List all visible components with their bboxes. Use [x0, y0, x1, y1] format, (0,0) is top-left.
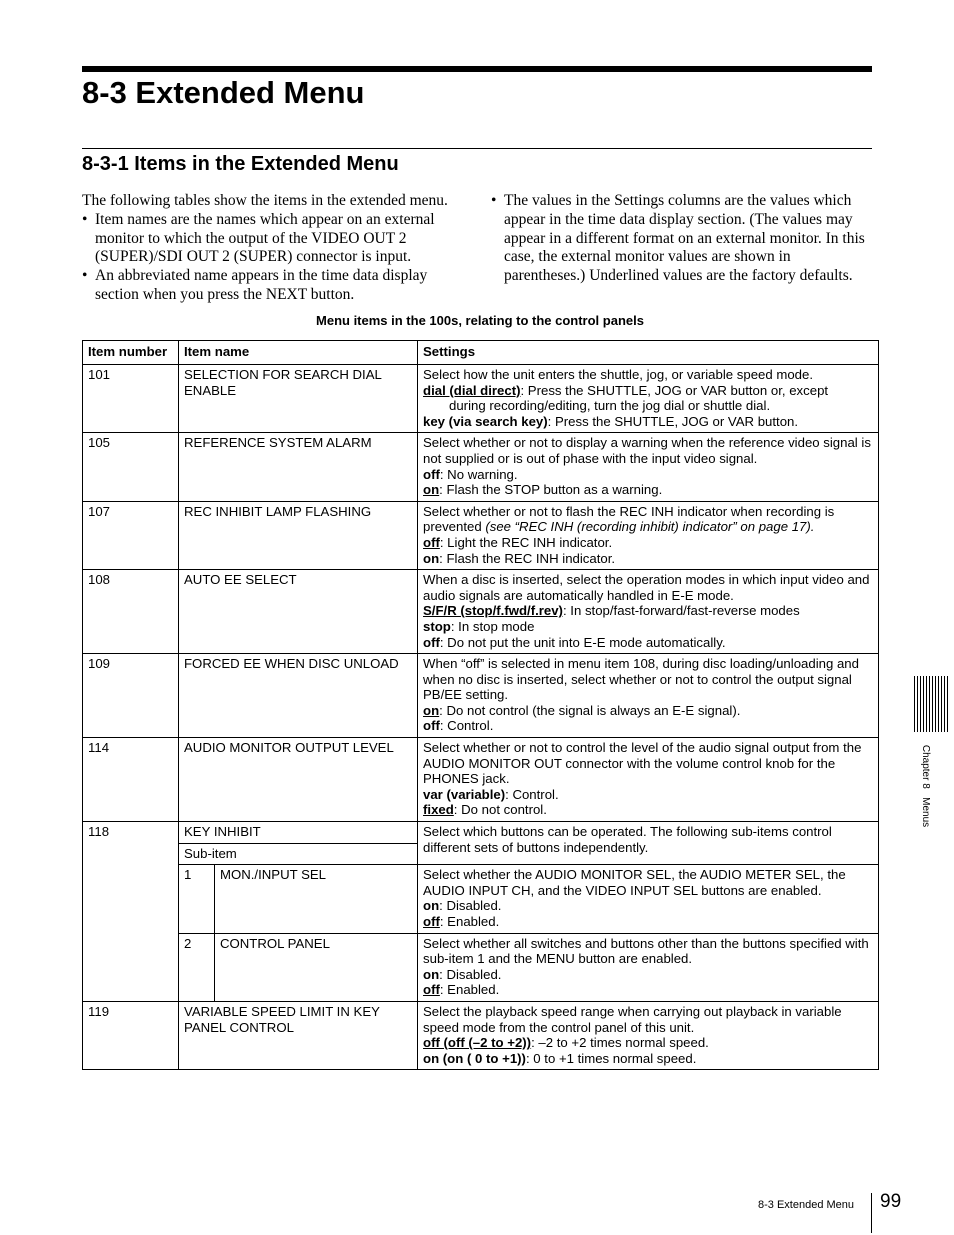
option-key: on — [423, 966, 440, 982]
header-item-name: Item name — [179, 341, 418, 365]
chapter-tab-marker — [914, 676, 950, 732]
item-number: 114 — [83, 738, 179, 822]
subitem-row — [83, 865, 879, 933]
setting-option — [423, 467, 873, 483]
option-key: off — [423, 914, 440, 929]
setting-option — [423, 482, 873, 498]
setting-option — [423, 414, 873, 430]
table-row — [83, 822, 879, 844]
page-number: 99 — [880, 1191, 902, 1212]
table-row — [83, 433, 879, 501]
item-name: VARIABLE SPEED LIMIT IN KEY PANEL CONTROL — [179, 1001, 418, 1069]
option-desc: : In stop mode — [450, 618, 535, 634]
intro-bullet-list — [491, 192, 874, 286]
option-key: off (off (–2 to +2)) — [423, 1035, 532, 1051]
option-key: on — [423, 898, 440, 914]
page-reference: (see “REC INH (recording inhibit) indicator” on page 17). — [485, 519, 815, 535]
item-settings — [418, 570, 879, 654]
item-number: 118 — [83, 822, 179, 1002]
option-key: off — [423, 982, 440, 998]
option-desc: : 0 to +1 times normal speed. — [525, 1050, 697, 1066]
chapter-label: Chapter 8 — [920, 744, 931, 789]
intro-right-column — [491, 192, 874, 286]
settings-desc: Select whether all switches and buttons other than the buttons specified with sub-item 1 and the MENU button are enabled. — [423, 935, 869, 967]
section-title: 8-3-1 Items in the Extended Menu — [82, 153, 399, 175]
option-key: off — [423, 534, 440, 550]
option-key: off — [423, 718, 440, 734]
item-number: 108 — [83, 570, 179, 654]
option-desc: : Do not control. — [453, 802, 547, 818]
settings-desc: When a disc is inserted, select the operation modes in which input video and audio signals are automatically handled in E-E mode. — [423, 572, 870, 603]
option-desc: : In stop/fast-forward/fast-reverse modes — [562, 603, 800, 619]
item-name: REC INHIBIT LAMP FLASHING — [179, 501, 418, 569]
subitem-number: 1 — [179, 865, 215, 933]
intro-lead: The following tables show the items in the extended menu. — [82, 192, 448, 209]
settings-desc: Select whether or not to display a warning when the reference video signal is not supplied or is out of phase with the input video signal. — [423, 435, 871, 466]
option-desc: : Press the SHUTTLE, JOG or VAR button or, except — [520, 382, 829, 398]
settings-desc — [423, 504, 873, 535]
setting-option — [423, 914, 873, 930]
item-settings — [418, 738, 879, 822]
item-settings — [418, 1001, 879, 1069]
bullet-glyph: • — [491, 192, 497, 209]
setting-option — [423, 1051, 873, 1067]
table-header-row — [83, 341, 879, 365]
option-desc: : Enabled. — [439, 914, 500, 929]
setting-option — [423, 718, 873, 734]
option-continuation: during recording/editing, turn the jog dial or shuttle dial. — [449, 398, 771, 414]
option-key: var (variable) — [423, 786, 506, 802]
option-desc: : Disabled. — [439, 898, 502, 914]
option-key: off — [423, 634, 440, 650]
setting-option — [423, 603, 873, 619]
setting-option — [423, 635, 873, 651]
option-desc: : No warning. — [439, 466, 518, 482]
chapter-title: Menus — [920, 797, 931, 828]
option-desc: : Flash the STOP button as a warning. — [439, 482, 663, 498]
option-key: on — [423, 550, 440, 566]
settings-desc: Select the playback speed range when carrying out playback in variable speed mode from the control panel of this unit. — [423, 1003, 842, 1035]
option-desc: : Light the REC INH indicator. — [439, 534, 613, 550]
option-desc: : –2 to +2 times normal speed. — [531, 1035, 709, 1051]
table-row — [83, 365, 879, 433]
item-settings — [418, 501, 879, 569]
item-name: REFERENCE SYSTEM ALARM — [179, 433, 418, 501]
intro-bullet — [82, 211, 467, 267]
setting-option — [423, 982, 873, 998]
option-desc: : Control. — [505, 786, 559, 802]
option-key: stop — [423, 618, 451, 634]
footer-section-label: 8-3 Extended Menu — [758, 1199, 855, 1211]
item-name: FORCED EE WHEN DISC UNLOAD — [179, 654, 418, 738]
page-title: 8-3 Extended Menu — [82, 75, 365, 110]
table-row — [83, 654, 879, 738]
option-key: on (on ( 0 to +1)) — [423, 1050, 526, 1066]
option-key: fixed — [423, 802, 454, 818]
intro-bullet — [82, 267, 467, 305]
subitem-row — [83, 933, 879, 1001]
item-number: 119 — [83, 1001, 179, 1069]
item-name: SELECTION FOR SEARCH DIAL ENABLE — [179, 365, 418, 433]
option-desc: : Do not put the unit into E-E mode automatically. — [439, 634, 726, 650]
item-name: AUDIO MONITOR OUTPUT LEVEL — [179, 738, 418, 822]
table-row — [83, 501, 879, 569]
section-rule — [82, 148, 872, 149]
setting-option — [423, 1035, 873, 1051]
item-settings — [418, 933, 879, 1001]
table-row — [83, 570, 879, 654]
settings-desc: When “off” is selected in menu item 108, during disc loading/unloading and when no disc is inserted, select whether or not to control the output signal PB/EE setting. — [423, 656, 859, 703]
settings-desc-text: Select whether or not to flash the REC INH indicator when recording is prevented — [423, 503, 835, 535]
subitem-number: 2 — [179, 933, 215, 1001]
setting-option — [423, 535, 873, 551]
setting-option — [423, 703, 873, 719]
item-settings — [418, 365, 879, 433]
item-settings — [418, 865, 879, 933]
item-settings — [418, 822, 879, 865]
option-key: dial (dial direct) — [423, 382, 521, 398]
bullet-text: An abbreviated name appears in the time data display section when you press the NEXT button. — [95, 267, 428, 303]
header-item-number: Item number — [83, 341, 179, 365]
setting-option — [423, 802, 873, 818]
subitem-label: Sub-item — [179, 843, 418, 865]
item-name: AUTO EE SELECT — [179, 570, 418, 654]
intro-left-column — [82, 192, 467, 305]
table-row — [83, 1001, 879, 1069]
bullet-glyph: • — [82, 267, 88, 285]
setting-option — [423, 619, 873, 635]
option-key: on — [423, 482, 440, 498]
header-settings: Settings — [418, 341, 879, 365]
chapter-side-label — [919, 731, 931, 841]
item-number: 101 — [83, 365, 179, 433]
option-key: on — [423, 702, 440, 718]
item-number: 107 — [83, 501, 179, 569]
item-number: 109 — [83, 654, 179, 738]
option-key: S/F/R (stop/f.fwd/f.rev) — [423, 603, 563, 619]
option-desc: : Control. — [439, 718, 494, 734]
setting-option — [423, 551, 873, 567]
bullet-glyph: • — [82, 210, 88, 228]
option-desc: : Do not control (the signal is always an E-E signal). — [439, 702, 741, 718]
settings-desc: Select whether the AUDIO MONITOR SEL, the AUDIO METER SEL, the AUDIO INPUT CH, and the VIDEO INPUT SEL buttons are enabled. — [423, 867, 846, 898]
subitem-name: CONTROL PANEL — [215, 933, 418, 1001]
setting-option — [423, 383, 873, 399]
settings-desc: Select which buttons can be operated. The following sub-items control different sets of buttons independently. — [423, 824, 832, 855]
settings-desc: Select whether or not to control the level of the audio signal output from the AUDIO MONITOR OUT connector with the volume control knob for the PHONES jack. — [423, 740, 862, 787]
intro-bullet-list — [82, 211, 467, 305]
menu-items-table — [82, 340, 879, 1070]
item-settings — [418, 433, 879, 501]
setting-option — [423, 898, 873, 914]
bullet-text: The values in the Settings columns are the values which appear in the time data display section. (The values may appear in a different format on an external monitor. In this case, the external monitor values are shown in parentheses.) Underlined values are the factory defaults. — [504, 192, 865, 285]
option-desc: : Flash the REC INH indicator. — [439, 550, 616, 566]
item-settings — [418, 654, 879, 738]
bullet-text: Item names are the names which appear on an external monitor to which the output of the VIDEO OUT 2 (SUPER)/SDI OUT 2 (SUPER) connector is input. — [95, 210, 435, 266]
option-desc: : Press the SHUTTLE, JOG or VAR button. — [547, 413, 799, 429]
option-key: key (via search key) — [423, 413, 548, 429]
subitem-name: MON./INPUT SEL — [215, 865, 418, 933]
item-number: 105 — [83, 433, 179, 501]
item-name: KEY INHIBIT — [179, 822, 418, 844]
setting-option — [423, 967, 873, 983]
intro-bullet — [491, 192, 874, 286]
option-desc: : Disabled. — [439, 966, 502, 982]
option-key: off — [423, 466, 440, 482]
table-row — [83, 738, 879, 822]
footer-divider — [871, 1193, 872, 1233]
option-desc: : Enabled. — [439, 982, 500, 998]
settings-desc: Select how the unit enters the shuttle, jog, or variable speed mode. — [423, 367, 814, 382]
top-rule — [82, 66, 872, 72]
setting-option — [423, 787, 873, 803]
table-caption: Menu items in the 100s, relating to the control panels — [316, 313, 644, 328]
